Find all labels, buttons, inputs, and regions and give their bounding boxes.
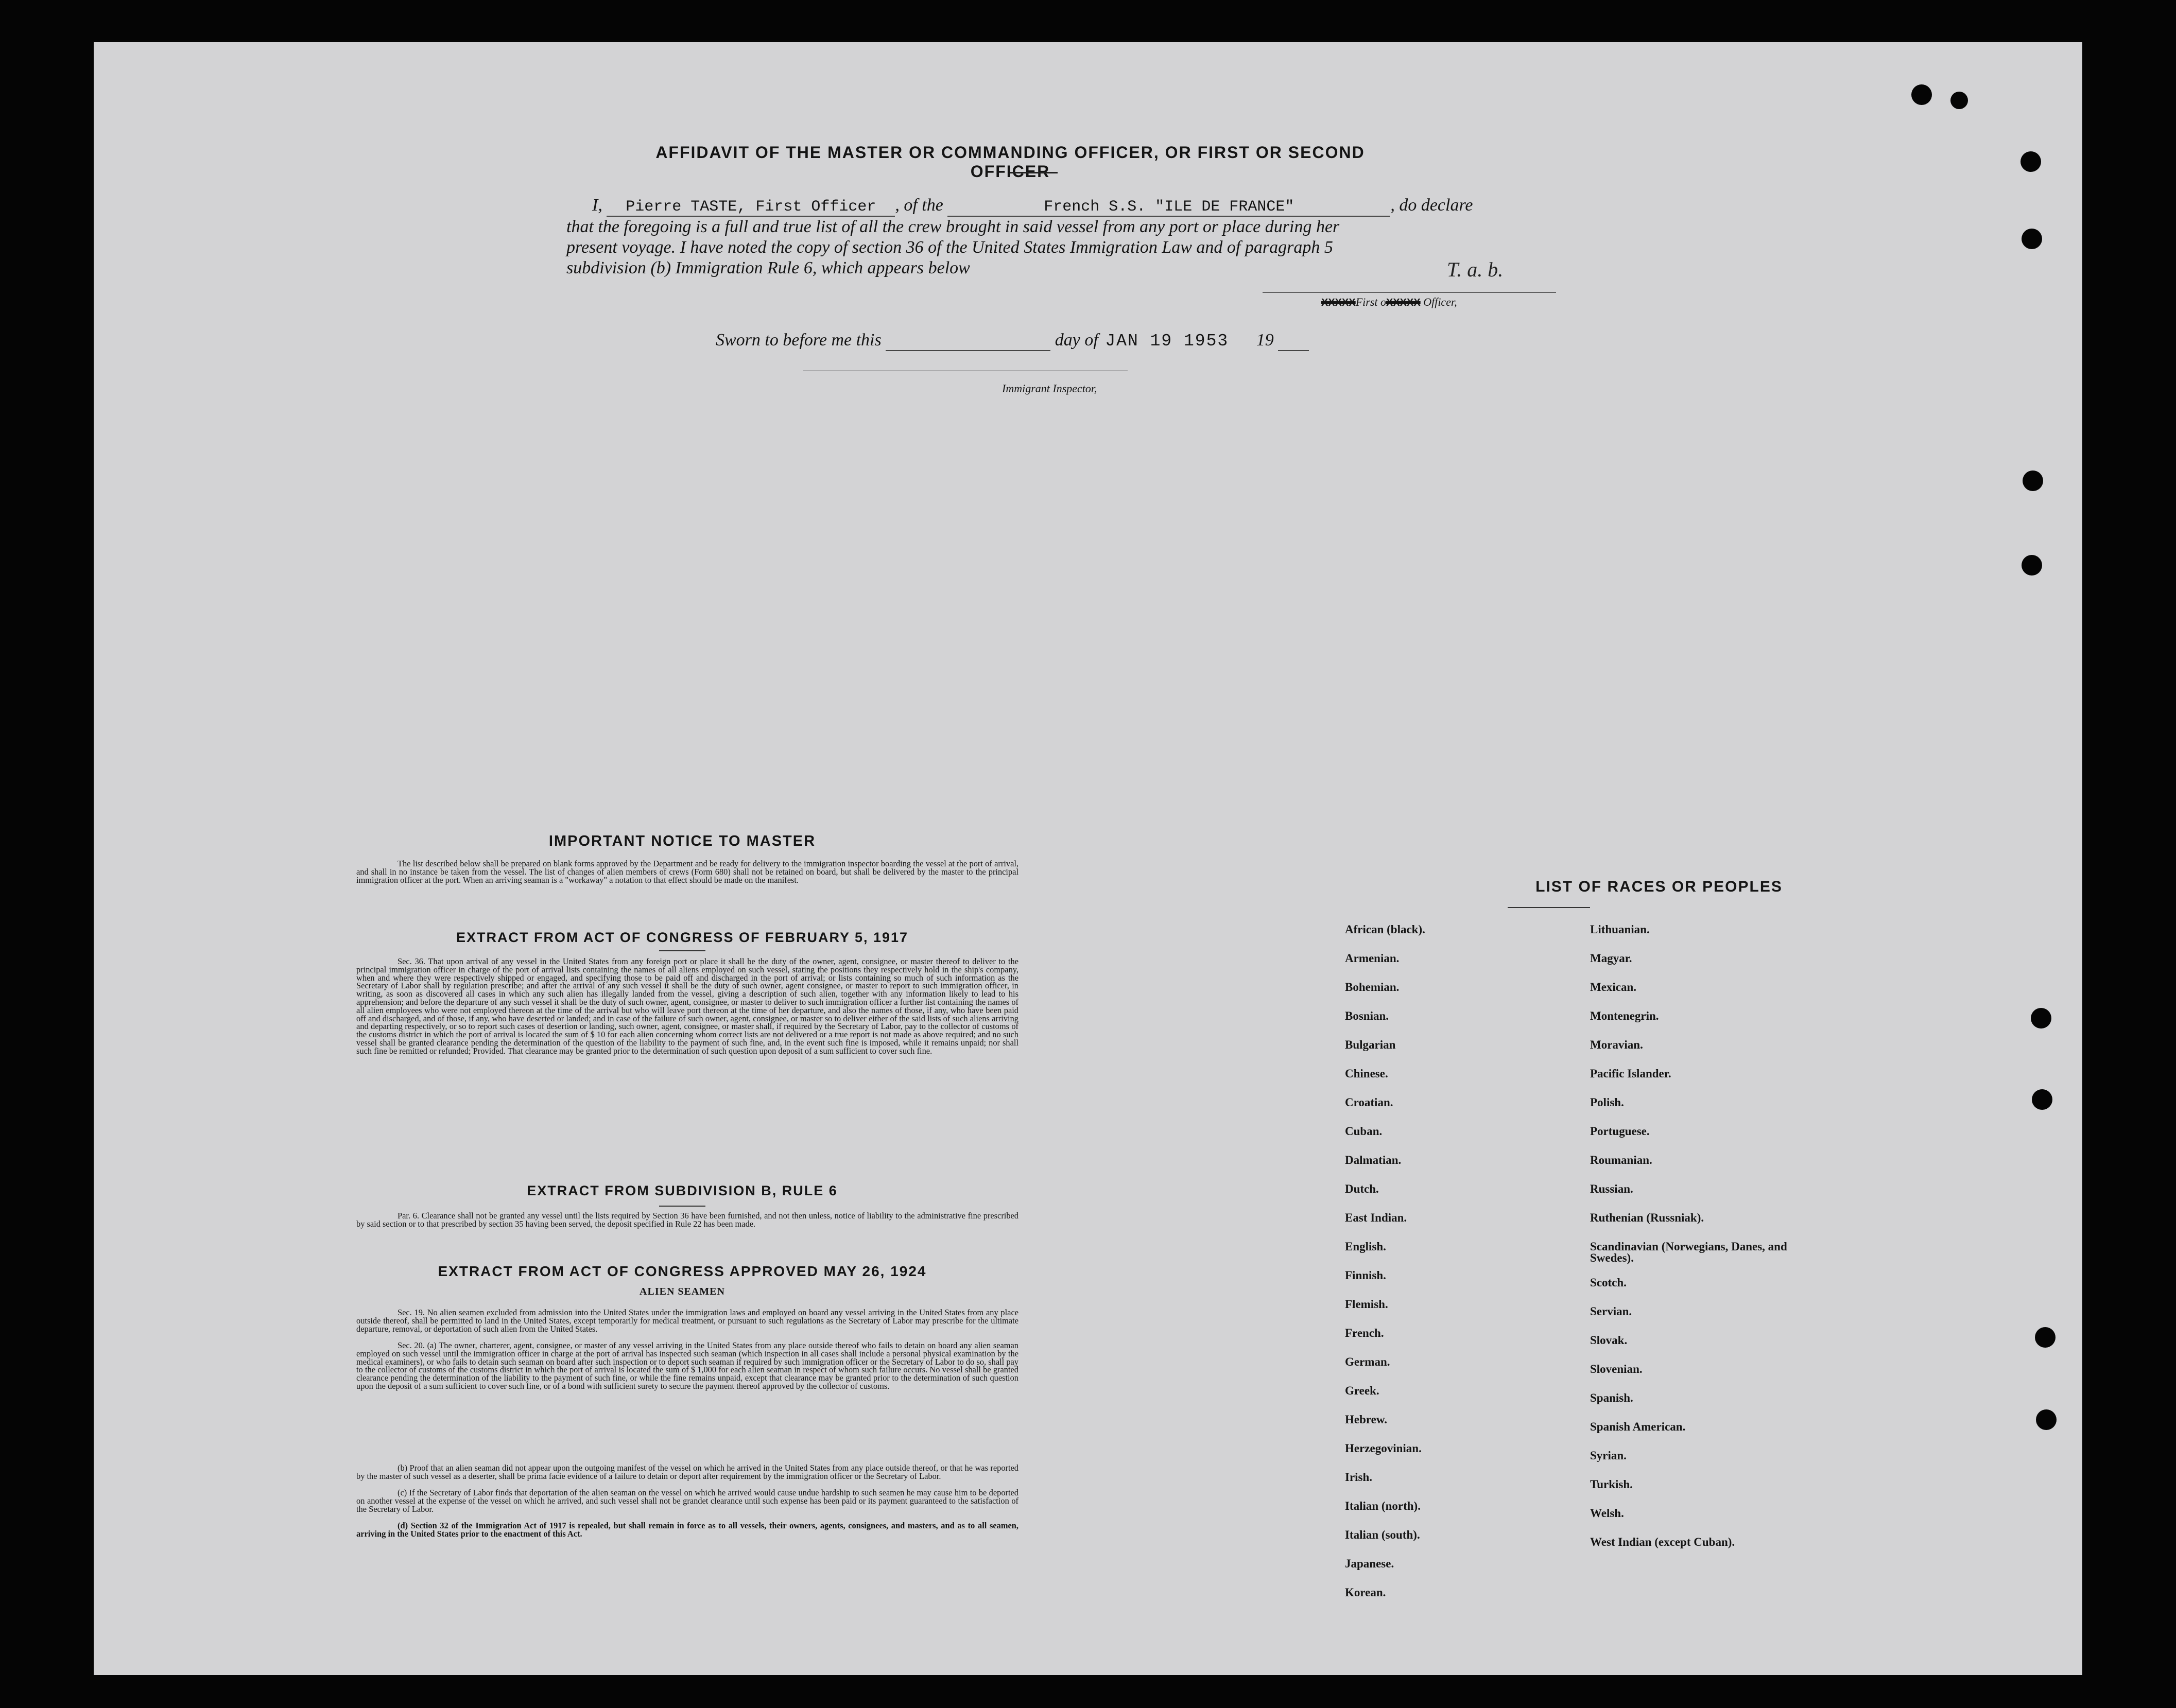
race-item: Welsh.	[1590, 1507, 1624, 1520]
race-item: Armenian.	[1345, 952, 1400, 965]
punch-hole	[2020, 151, 2041, 172]
race-item: Herzegovinian.	[1345, 1442, 1422, 1455]
race-item: Polish.	[1590, 1096, 1624, 1109]
affidavit-line-3: present voyage. I have noted the copy of section 36 of the United States Immigration Law and of paragraph 5	[566, 238, 1333, 257]
punch-hole	[1950, 92, 1968, 109]
struck-text: XXXXX	[1321, 297, 1356, 308]
race-item: Dutch.	[1345, 1182, 1379, 1195]
races-title: LIST OF RACES OR PEOPLES	[1535, 878, 1783, 895]
race-item: Syrian.	[1590, 1449, 1627, 1462]
race-item: Irish.	[1345, 1471, 1373, 1484]
race-item: Turkish.	[1590, 1478, 1633, 1491]
race-item: Italian (north).	[1345, 1500, 1421, 1512]
race-item: Chinese.	[1345, 1067, 1388, 1080]
race-item: English.	[1345, 1240, 1386, 1253]
extract-1924-subtitle: ALIEN SEAMEN	[640, 1286, 725, 1297]
affidavit-line-2: that the foregoing is a full and true list of all the crew brought in said vessel from any port or place during her	[566, 217, 1340, 236]
punch-hole	[2023, 470, 2043, 491]
race-item: Dalmatian.	[1345, 1154, 1402, 1166]
notice-title: IMPORTANT NOTICE TO MASTER	[548, 833, 816, 849]
race-item: Hebrew.	[1345, 1413, 1387, 1426]
punch-hole	[2031, 1008, 2051, 1029]
punch-hole	[2022, 555, 2042, 576]
race-item: Ruthenian (Russniak).	[1590, 1211, 1704, 1224]
do-declare-label: , do declare	[1390, 196, 1473, 215]
affidavit-line-1	[592, 196, 1473, 217]
vessel-name-field: French S.S. "ILE DE FRANCE"	[947, 198, 1390, 217]
date-stamp: JAN 19 1953	[1105, 332, 1229, 351]
race-item: Roumanian.	[1590, 1154, 1652, 1166]
of-the-label: , of the	[895, 196, 943, 215]
race-item: Spanish American.	[1590, 1420, 1686, 1433]
race-item: Flemish.	[1345, 1298, 1388, 1311]
race-item: Montenegrin.	[1590, 1009, 1659, 1022]
sworn-line	[716, 330, 1309, 351]
race-item: Moravian.	[1590, 1038, 1643, 1051]
inspector-label: Immigrant Inspector,	[1002, 382, 1097, 395]
document-page	[94, 42, 2082, 1675]
year-label: 19	[1256, 330, 1274, 350]
race-item: Slovenian.	[1590, 1363, 1643, 1375]
first-label: First o	[1355, 295, 1386, 308]
race-item: Bosnian.	[1345, 1009, 1389, 1022]
race-item: Spanish.	[1590, 1391, 1633, 1404]
race-item: Servian.	[1590, 1305, 1632, 1318]
sec20c-paragraph: (c) If the Secretary of Labor finds that deportation of the alien seaman on the vessel on which he arrived would cause undue hardship to such seamen he may cause him to be deported on another vessel at the expense of the vessel on which he arrived, and such vessel shall not be grandet clearance until such expense has been paid or its payment guaranteed to the satisfaction of the Secretary of Labor.	[356, 1488, 1018, 1514]
race-item: East Indian.	[1345, 1211, 1407, 1224]
race-item: Lithuanian.	[1590, 923, 1650, 936]
sworn-label: Sworn to before me this	[716, 330, 882, 350]
rule6-paragraph: Par. 6. Clearance shall not be granted any vessel until the lists required by Section 36 have been furnished, and not then unless, notice of liability to the administrative fine prescribed by said section or to that prescribed by section 35 having been served, the deposit specified in Rule 22 has been made.	[356, 1211, 1018, 1229]
i-label: I,	[592, 196, 602, 215]
extract-1924-title: EXTRACT FROM ACT OF CONGRESS APPROVED MAY 26, 1924	[438, 1263, 927, 1279]
notice-paragraph: The list described below shall be prepared on blank forms approved by the Department and be ready for delivery to the immigration inspector boarding the vessel at the port of arrival, and shall in no instance be taken from the vessel. The list of changes of alien members of crews (Form 680) shall not be retained on board, but shall be delivered by the master to the principal immigration officer at the port. When an arriving seaman is a "workaway" a notation to that effect should be made on the manifest.	[356, 859, 1018, 885]
race-item: Russian.	[1590, 1182, 1633, 1195]
race-item: Mexican.	[1590, 981, 1637, 994]
race-item: Pacific Islander.	[1590, 1067, 1671, 1080]
race-item: African (black).	[1345, 923, 1425, 936]
punch-hole	[2032, 1089, 2052, 1110]
race-item: Slovak.	[1590, 1334, 1628, 1347]
race-item: Italian (south).	[1345, 1528, 1420, 1541]
race-item: Magyar.	[1590, 952, 1632, 965]
affidavit-title: AFFIDAVIT OF THE MASTER OR COMMANDING OFFICER, OR FIRST OR SECOND OFFICER	[655, 143, 1365, 181]
year-field	[1278, 330, 1309, 351]
races-left-column	[1345, 924, 1425, 1616]
sec20a-paragraph: Sec. 20. (a) The owner, charterer, agent, consignee, or master of any vessel arriving in the United States from any place outside thereof who fails to detain on board any alien seaman employed on such vessel until the immigration officer in charge at the port of arrival has inspected such seaman (which inspection in all cases shall include a personal physical examination by the medical examiners), or who fails to detain such seaman on board after such inspection or to deport such seaman if required by such immigration officer or the Secretary of Labor to do so, shall pay to the collector of customs of the customs district in which the port of arrival is located the sum of $ 1,000 for each alien seaman in respect of whom such failure occurs. No vessel shall be granted clearance pending the determination of the liability to the payment of such fine, or while the fine remains unpaid, except that clearance may be granted prior to the determination of such question upon the deposit of a sum sufficient to cover such fine, or of a bond with sufficient surety to secure the payment thereof approved by the collector of customs.	[356, 1340, 1018, 1391]
struck-text: XXXXX	[1386, 297, 1421, 308]
officer-title-line	[1321, 295, 1457, 309]
race-item: Croatian.	[1345, 1096, 1393, 1109]
bleed-through-text	[557, 94, 566, 117]
section-rule	[659, 1206, 705, 1207]
sec20b-paragraph: (b) Proof that an alien seaman did not appear upon the outgoing manifest of the vessel on which he arrived in the United States from any place outside thereof, or that he was reported by the master of such vessel as a deserter, shall be prima facie evidence of a failure to detain or deport after requirement by the immigration officer or the Secretary of Labor.	[356, 1463, 1018, 1481]
race-item: German.	[1345, 1355, 1390, 1368]
race-item: Portuguese.	[1590, 1125, 1650, 1138]
extract-1917-title: EXTRACT FROM ACT OF CONGRESS OF FEBRUARY 5, 1917	[456, 930, 909, 945]
race-item: Scandinavian (Norwegians, Danes, and Swedes).	[1590, 1240, 1787, 1264]
section-rule	[659, 950, 705, 951]
punch-hole	[1911, 84, 1932, 105]
sec19-paragraph: Sec. 19. No alien seamen excluded from admission into the United States under the immigration laws and employed on board any vessel arriving in the United States from any place outside thereof, shall be permitted to land in the United States, except temporarily for medical treatment, or pursuant to such regulations as the Secretary of Labor may prescribe for the ultimate departure, removal, or deportation of such alien from the United States.	[356, 1308, 1018, 1334]
day-of-label: day of	[1055, 330, 1098, 350]
race-item: French.	[1345, 1327, 1384, 1339]
races-right-column	[1590, 924, 1817, 1565]
officer-label: Officer,	[1423, 295, 1457, 308]
day-field	[886, 330, 1050, 351]
race-item: Bulgarian	[1345, 1038, 1396, 1051]
officer-name-field: Pierre TASTE, First Officer	[607, 198, 895, 217]
signature: T. a. b.	[1447, 258, 1504, 281]
races-title-rule	[1508, 907, 1590, 908]
race-item: Greek.	[1345, 1384, 1379, 1397]
race-item: Cuban.	[1345, 1125, 1383, 1138]
extract-1917-paragraph: Sec. 36. That upon arrival of any vessel in the United States from any foreign port or place it shall be the duty of the owner, agent, consignee, or master thereof to deliver to the principal immigration officer in charge of the port of arrival lists containing the names of all aliens employed on such vessel, stating the positions they respectively hold in the ship's company, when and where they were respectively shipped or engaged, and specifying those to be paid off and discharged in the port of arrival; or lists containing so much of such information as the Secretary of Labor shall by regulation prescribe; and after the arrival of any such vessel it shall be the duty of such owner, agent consignee, or master to report to such immigration officer, in writing, as soon as discovered all cases in which any such alien has illegally landed from the vessel, giving a description of such alien, together with any information likely to lead to his apprehension; and before the departure of any such vessel it shall be the duty of such owner, agent, consignee, or master to deliver to such immigration officer a further list containing the names of all alien employees who were not employed thereon at the time of the arrival but who will leave port thereon at the time of her departure, and also the names of those, if any, who have been paid off and discharged, and of those, if any, who have deserted or landed; and in case of the failure of such owner, agent, consignee, or master so to deliver either of the said lists of such aliens arriving and departing respectively, or so to report such cases of desertion or landing, such owner, agent, consignee, or master shall, if required by the Secretary of Labor, pay to the collector of customs of the customs district in which the port of arrival is located the sum of $ 10 for each alien concerning whom correct lists are not delivered or a true report is not made as above required; and no such vessel shall be granted clearance pending the determination of the question of the liability to the payment of such fine, and, in the event such fine is imposed, while it remains unpaid; nor shall such fine be remitted or refunded; Provided. That clearance may be granted prior to the determination of such question upon deposit of a sum sufficient to cover such fine.	[356, 956, 1018, 1056]
punch-hole	[2036, 1409, 2057, 1430]
affidavit-line-4: subdivision (b) Immigration Rule 6, which appears below	[566, 258, 970, 277]
race-item: Bohemian.	[1345, 981, 1400, 994]
race-item: West Indian (except Cuban).	[1590, 1536, 1735, 1548]
race-item: Finnish.	[1345, 1269, 1386, 1282]
race-item: Korean.	[1345, 1586, 1386, 1599]
rule6-title: EXTRACT FROM SUBDIVISION B, RULE 6	[527, 1183, 838, 1198]
sec20d-paragraph: (d) Section 32 of the Immigration Act of 1917 is repealed, but shall remain in force as to all vessels, their owners, agents, consignees, and masters, and as to all seamen, arriving in the United States prior to the enactment of this Act.	[356, 1521, 1018, 1539]
punch-hole	[2035, 1327, 2056, 1348]
signature-line	[1263, 292, 1556, 293]
title-underline	[1010, 172, 1058, 173]
race-item: Scotch.	[1590, 1276, 1627, 1289]
race-item: Japanese.	[1345, 1557, 1394, 1570]
punch-hole	[2022, 229, 2042, 249]
